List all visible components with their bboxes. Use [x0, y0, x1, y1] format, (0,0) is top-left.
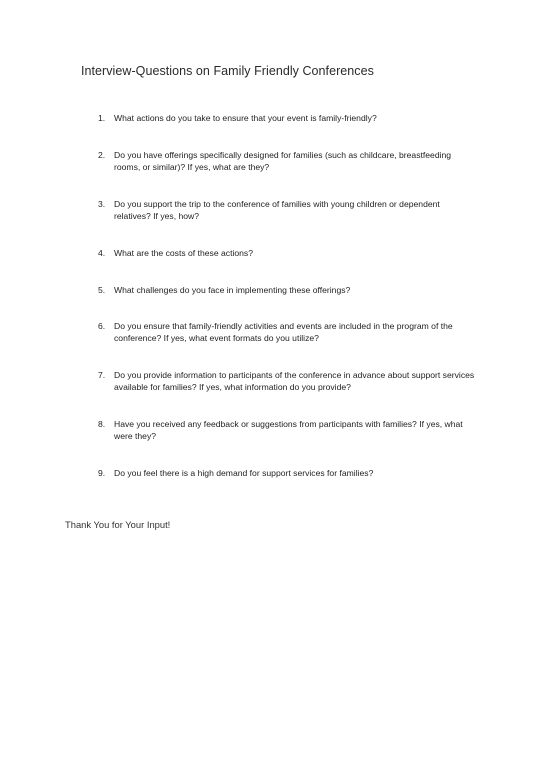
question-number: 3. [98, 199, 106, 209]
question-number: 9. [98, 468, 106, 478]
question-item-7 [98, 369, 478, 393]
question-item-5 [98, 284, 478, 296]
question-number: 7. [98, 370, 106, 380]
question-number: 4. [98, 248, 106, 258]
question-text: Do you provide information to participants of the conference in advance about support services available for families? If yes, what information do you provide? [114, 370, 475, 392]
question-number: 1. [98, 113, 106, 123]
question-number: 5. [98, 285, 106, 295]
question-text: What challenges do you face in implementing these offerings? [114, 285, 351, 295]
question-text: Do you feel there is a high demand for support services for families? [114, 468, 374, 478]
question-item-9 [98, 467, 478, 479]
question-item-4 [98, 247, 478, 259]
question-item-8 [98, 418, 478, 442]
question-number: 8. [98, 419, 106, 429]
question-item-2 [98, 149, 478, 173]
closing-note: Thank You for Your Input! [65, 519, 171, 530]
question-text: Do you have offerings specifically designed for families (such as childcare, breastfeeding rooms, or similar)? If yes, what are they? [114, 150, 452, 172]
question-text: Do you support the trip to the conference of families with young children or dependent relatives? If yes, how? [114, 199, 440, 221]
question-item-1 [98, 112, 478, 124]
question-text: Do you ensure that family-friendly activities and events are included in the program of the conference? If yes, what event formats do you utilize? [114, 321, 453, 343]
question-item-6 [98, 320, 478, 344]
question-text: Have you received any feedback or suggestions from participants with families? If yes, what were they? [114, 419, 463, 441]
question-number: 2. [98, 150, 106, 160]
question-text: What are the costs of these actions? [114, 248, 254, 258]
question-number: 6. [98, 321, 106, 331]
page-title: Interview-Questions on Family Friendly Conferences [81, 64, 374, 78]
question-text: What actions do you take to ensure that your event is family-friendly? [114, 113, 377, 123]
question-item-3 [98, 198, 478, 222]
